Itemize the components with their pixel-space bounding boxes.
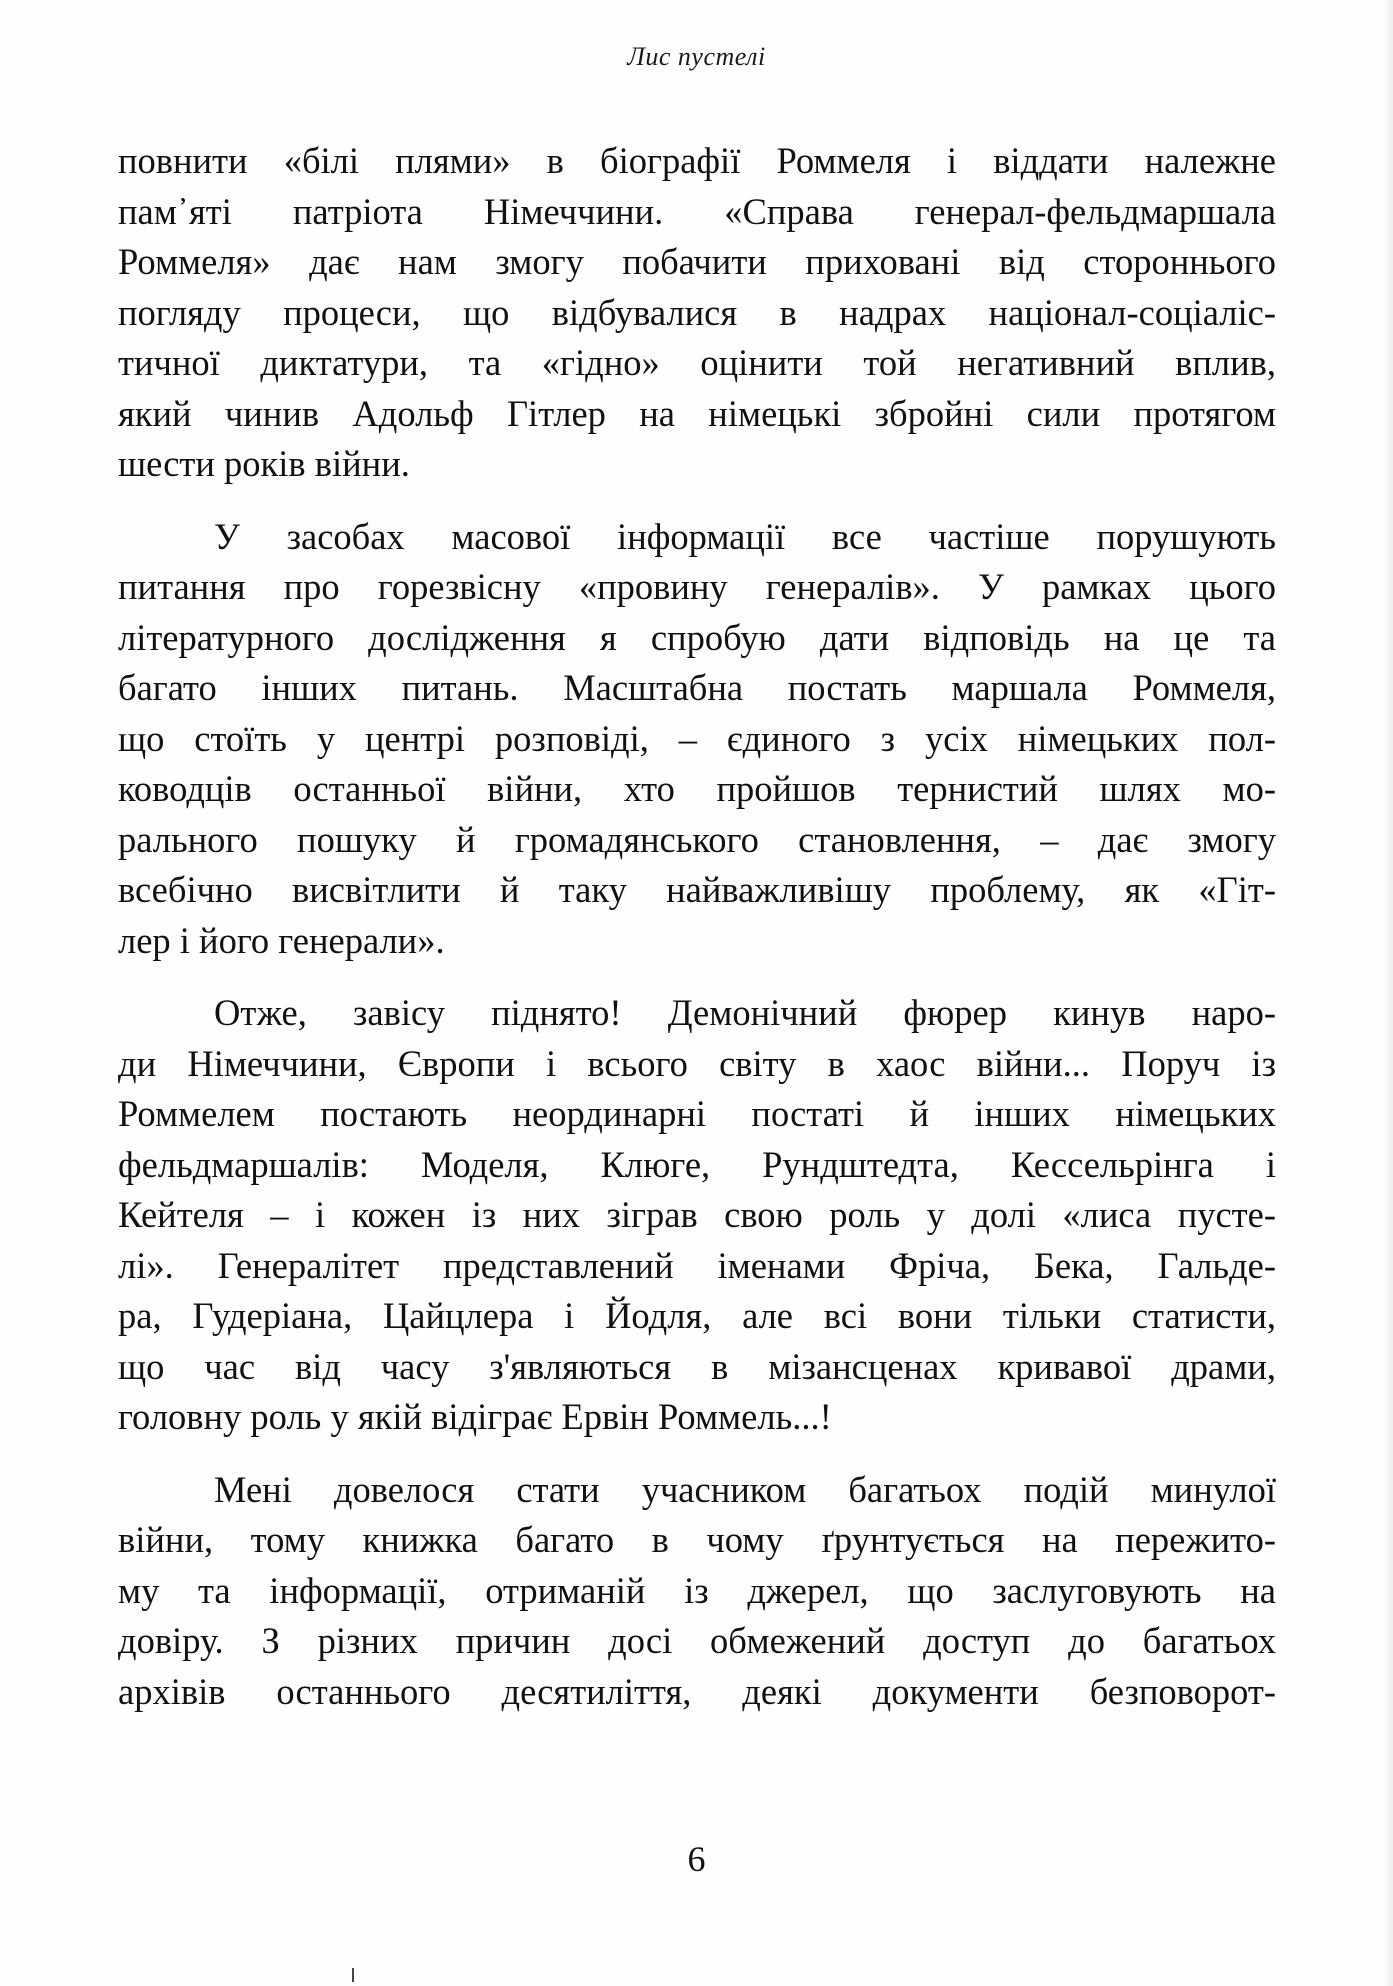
- text-line: ди Німеччини, Європи і всього світу в хаос війни... Поруч із: [118, 1042, 1276, 1084]
- text-line: фельдмаршалів: Моделя, Клюге, Рундштедта, Кессельрінга і: [118, 1143, 1276, 1185]
- text-line: всебічно висвітлити й таку найважливішу проблему, як «Гіт-: [118, 869, 1276, 910]
- text-line: тичної диктатури, та «гідно» оцінити той негативний вплив,: [118, 342, 1276, 383]
- text-line: повнити «білі плями» в біографії Роммеля і віддати належне: [118, 140, 1276, 181]
- page-number: 6: [687, 1839, 706, 1879]
- text-line: Кейтеля – і кожен із них зіграв свою роль у долі «лиса пусте-: [118, 1194, 1276, 1235]
- body-text: [118, 136, 1276, 1739]
- text-line: Мені довелося стати учасником багатьох подій минулої: [214, 1468, 1276, 1510]
- text-line: ра, Гудеріана, Цайцлера і Йодля, але всі вони тільки статисти,: [118, 1295, 1276, 1336]
- paragraph-3: [118, 988, 1276, 1443]
- text-line: лі». Генералітет представлений іменами Фріча, Бека, Гальде-: [118, 1244, 1276, 1286]
- paragraph-1: [118, 136, 1276, 490]
- text-line: літературного дослідження я спробую дати відповідь на це та: [118, 616, 1276, 658]
- text-line: Роммелем постають неординарні постаті й інших німецьких: [118, 1093, 1276, 1134]
- text-line: багато інших питань. Масштабна постать маршала Роммеля,: [118, 667, 1276, 708]
- text-line: погляду процеси, що відбувалися в надрах націонал-соціаліс-: [118, 291, 1276, 333]
- text-line: рального пошуку й громадянського становлення, – дає змогу: [118, 818, 1276, 860]
- text-line: що стоїть у центрі розповіді, – єдиного з усіх німецьких пол-: [118, 717, 1276, 759]
- text-line: шести років війни.: [118, 443, 410, 484]
- paragraph-2: [118, 512, 1276, 967]
- text-line: питання про горезвісну «провину генералів». У рамках цього: [118, 566, 1276, 607]
- text-line: Роммеля» дає нам змогу побачити приховані від стороннього: [118, 241, 1276, 282]
- text-line: му та інформації, отриманій із джерел, що заслуговують на: [118, 1569, 1276, 1611]
- text-line: архівів останнього десятиліття, деякі документи безповорот-: [118, 1670, 1276, 1712]
- text-line: що час від часу з'являються в мізансценах кривавої драми,: [118, 1345, 1276, 1387]
- text-line: довіру. З різних причин досі обмежений доступ до багатьох: [118, 1620, 1276, 1661]
- running-head: Лис пустелі: [627, 42, 766, 71]
- text-line: лер і його генерали».: [118, 919, 445, 961]
- text-line: У засобах масової інформації все частіше порушують: [214, 515, 1276, 557]
- text-line: головну роль у якій відіграє Ервін Роммель...!: [118, 1396, 832, 1437]
- text-line: ководців останньої війни, хто пройшов тернистий шлях мо-: [118, 768, 1276, 809]
- scan-mark: [352, 1968, 354, 1982]
- text-line: війни, тому книжка багато в чому ґрунтується на пережито-: [118, 1519, 1276, 1560]
- paragraph-4: [118, 1465, 1276, 1718]
- scan-edge-shadow: [1383, 0, 1393, 1986]
- text-line: який чинив Адольф Гітлер на німецькі збройні сили протягом: [118, 392, 1276, 434]
- text-line: Отже, завісу піднято! Демонічний фюрер кинув наро-: [214, 992, 1276, 1033]
- text-line: пам᾿яті патріота Німеччини. «Справа генерал-фельдмаршала: [118, 190, 1276, 232]
